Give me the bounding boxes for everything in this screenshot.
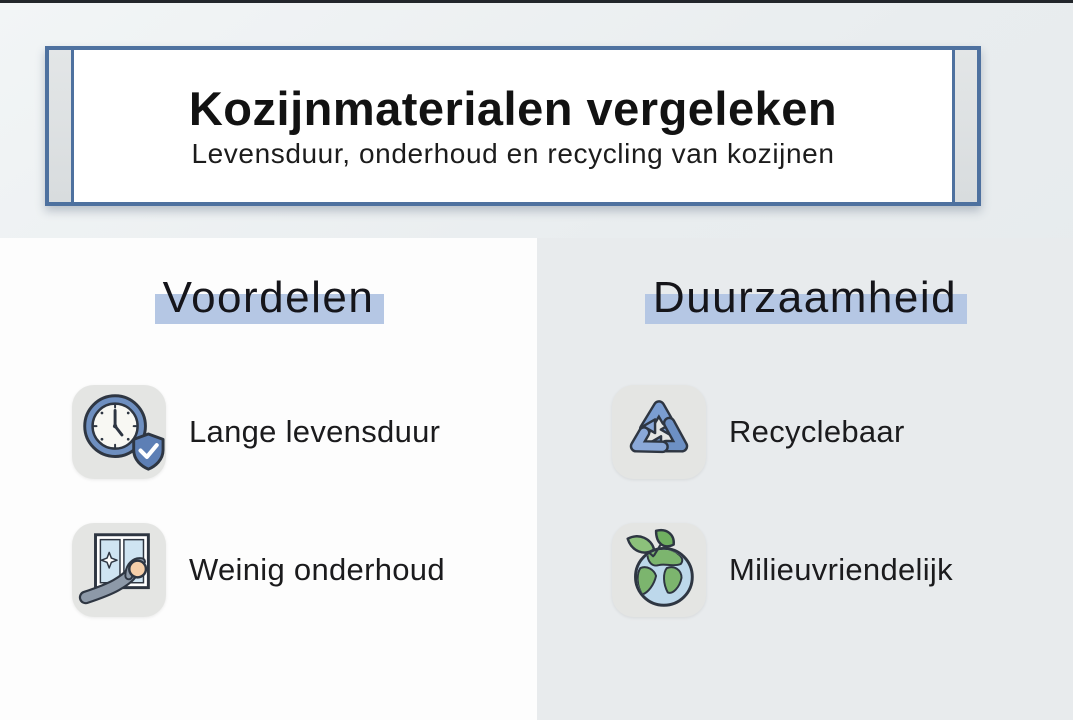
- list-item-recyclebaar: [612, 385, 905, 479]
- list-item-label: Lange levensduur: [189, 414, 441, 449]
- list-item-lange-levensduur: [72, 385, 440, 479]
- page-title: Kozijnmaterialen vergeleken: [188, 81, 838, 135]
- frame-right-strip: [952, 50, 977, 202]
- frame-left-strip: [49, 50, 74, 202]
- recycle-arrows-icon: [612, 385, 706, 479]
- icon-tile: [612, 523, 706, 617]
- list-item-label: Recyclebaar: [729, 414, 905, 449]
- left-column-heading-wrap: [0, 272, 537, 325]
- heading-text: Voordelen: [162, 273, 375, 322]
- left-column-heading: [163, 272, 375, 325]
- list-item-label: Milieuvriendelijk: [729, 552, 953, 587]
- list-item-label: Weinig onderhoud: [189, 552, 445, 587]
- right-column-heading-wrap: [537, 272, 1073, 325]
- icon-tile: [72, 385, 166, 479]
- window-relaxing-person-icon: [72, 523, 166, 617]
- icon-tile: [612, 385, 706, 479]
- clock-shield-check-icon: [72, 385, 166, 479]
- right-column-heading: [653, 272, 957, 325]
- icon-tile: [72, 523, 166, 617]
- earth-with-leaves-icon: [612, 523, 706, 617]
- list-item-milieuvriendelijk: [612, 523, 953, 617]
- header-frame: [45, 46, 981, 206]
- header-text-block: [74, 50, 952, 202]
- list-item-weinig-onderhoud: [72, 523, 445, 617]
- heading-text: Duurzaamheid: [652, 273, 958, 322]
- page-subtitle: Levensduur, onderhoud en recycling van kozijnen: [191, 137, 835, 169]
- top-edge-bar: [0, 0, 1073, 3]
